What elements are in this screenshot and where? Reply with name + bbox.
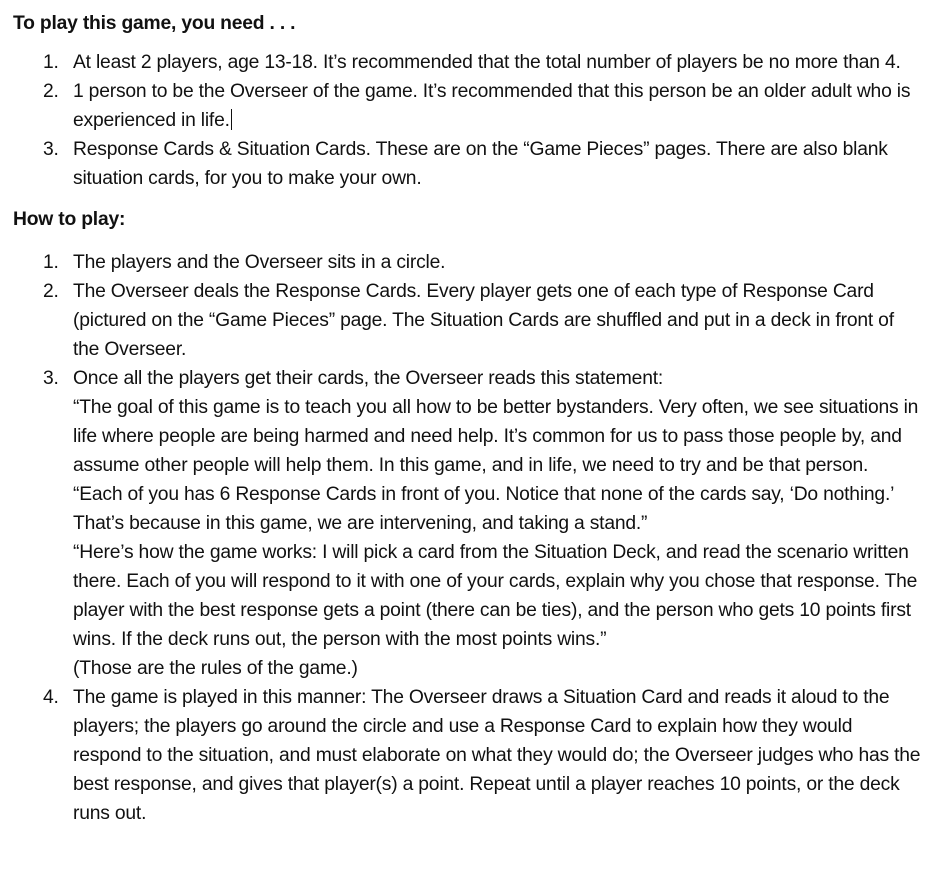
quoted-paragraph: “Here’s how the game works: I will pick a card from the Situation Deck, and read the scenario written there. Each of you will respond to it with one of your cards, explain why you chose that response. The player with the best response gets a point (there can be ties), and the person who gets 10 points first wins. If the deck runs out, the person with the most points wins.” <box>73 542 918 650</box>
requirements-heading: To play this game, you need . . . <box>13 13 296 34</box>
how-to-play-heading: How to play: <box>13 209 126 230</box>
list-text: Response Cards & Situation Cards. These are on the “Game Pieces” pages. There are also blank situation cards, for you to make your own. <box>73 139 888 189</box>
quoted-paragraph: “Each of you has 6 Response Cards in front of you. Notice that none of the cards say, ‘Do nothing.’ That’s because in this game, we are intervening, and taking a stand.” <box>73 484 894 534</box>
closing-note: (Those are the rules of the game.) <box>73 658 358 679</box>
list-item <box>13 135 945 193</box>
list-number: 1. <box>43 252 59 273</box>
list-text: The players and the Overseer sits in a circle. <box>73 252 446 273</box>
list-item <box>13 364 945 683</box>
list-item <box>13 683 945 828</box>
list-text: 1 person to be the Overseer of the game. It’s recommended that this person be an older adult who is experienced in life. <box>73 81 911 131</box>
list-text: The game is played in this manner: The Overseer draws a Situation Card and reads it aloud to the players; the players go around the circle and use a Response Card to explain how they would respond to the situation, and must elaborate on what they would do; the Overseer judges who has the best response, and gives that player(s) a point. Repeat until a player reaches 10 points, or the deck runs out. <box>73 687 921 824</box>
list-item <box>13 248 945 277</box>
how-to-play-list <box>13 248 945 828</box>
quoted-paragraph: “The goal of this game is to teach you all how to be better bystanders. Very often, we see situations in life where people are being harmed and need help. It’s common for us to pass those people by, and assume other people will help them. In this game, and in life, we need to try and be that person. <box>73 397 919 476</box>
list-item <box>13 48 945 77</box>
list-item <box>13 277 945 364</box>
list-number: 3. <box>43 139 59 160</box>
list-number: 2. <box>43 81 59 102</box>
list-number: 3. <box>43 368 59 389</box>
list-text: At least 2 players, age 13-18. It’s recommended that the total number of players be no more than 4. <box>73 52 901 73</box>
list-text: Once all the players get their cards, the Overseer reads this statement: <box>73 368 664 389</box>
list-number: 2. <box>43 281 59 302</box>
list-number: 1. <box>43 52 59 73</box>
list-item <box>13 77 945 135</box>
requirements-list <box>13 48 945 193</box>
text-cursor <box>231 109 232 130</box>
list-text: The Overseer deals the Response Cards. Every player gets one of each type of Response Card (pictured on the “Game Pieces” page. The Situation Cards are shuffled and put in a deck in front of the Overseer. <box>73 281 894 360</box>
list-number: 4. <box>43 687 59 708</box>
